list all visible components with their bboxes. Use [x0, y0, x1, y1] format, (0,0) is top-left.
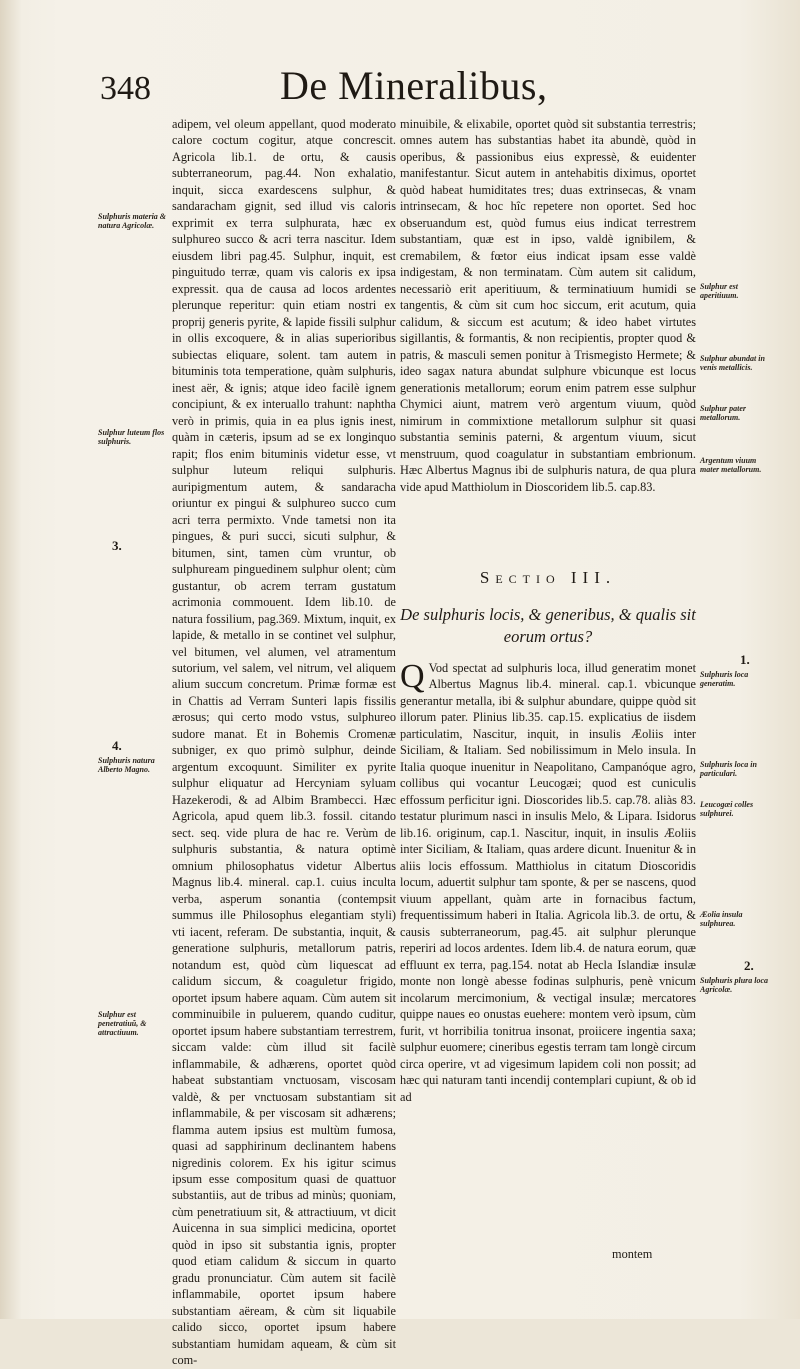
- margin-note-right-4: Argentum viuum mater metallorum.: [700, 456, 762, 475]
- right-column-text-bottom: Vod spectat ad sulphuris loca, illud generatim monet Albertus Magnus lib.4. mineral. cap.1. vbicunque generantur metalla, ibi & sulphur abundare, quippe quòd sit illorum pater. Plinius lib.35. cap.15. explicatius de iisdem particulatim, Nascitur, inquit, in insulis Æoliis inter Siciliam, & Italiam. Sed nobilissimum in Melo insula. In Italia quoque inuenitur in Neapolitano, Campanóque agro, collibus qui vocantur Leucogæi; quod est cuniculis effossum perficitur igni. Dioscorides lib.5. cap.78. aliàs 83. testatur plurimum nasci in insulis Melo, & Lipara. Isidorus lib.16. originum, cap.1. Nascitur, inquit, in insulis Æoliis inter Siciliam, & Italiam, quas ardere dicunt. Inuenitur & in aliis locis effossum. Matthiolus in citatum Dioscoridis locum, aduertit sulphur tam sponte, & per se nascens, quod viuum appellant, quàm arte in fornacibus factum, frequentissimum haberi in Italia. Agricola lib.3. de ortu, & causis subterraneorum, pag.45. ait sulphur plerunque reperiri ad locos ardentes. Idem lib.4. de natura eorum, quæ effluunt ex terra, pag.154. notat ab Hecla Islandiæ insulæ monte non longè abesse fodinas sulphuris, penè vnicum incolarum mercimonium, & vectigal insulæ; mercatores quippe naues eo onustas euehere: montem verò ipsum, cùm furit, vt horribilia tonitrua insonat, proiicere ingentia saxa; sulphur euomere; cineribus egestis terram tam longè circum circa operire, vt ad vigesimum lapidem coli non possit; ad hæc qui naturam tanti incendij contemplari cupiunt, & ob id ad: [400, 661, 696, 1104]
- section-subheading: De sulphuris locis, & generibus, & qualis sit eorum ortus?: [400, 605, 696, 646]
- margin-note-right-11: Sulphuris plura loca Agricolæ.: [700, 976, 769, 995]
- margin-note-right-6: Sulphuris loca generatim.: [700, 670, 749, 689]
- margin-note-right-3: Sulphur pater metallorum.: [700, 404, 747, 423]
- margin-note-right-9: Æolia insula sulphurea.: [700, 910, 743, 929]
- margin-number-right-1: 1.: [740, 652, 750, 667]
- drop-cap: Q: [400, 658, 425, 695]
- page-header: [100, 62, 740, 118]
- margin-note-right-1: Sulphur est aperitiuum.: [700, 282, 739, 301]
- left-column-text: adipem, vel oleum appellant, quod moderato calore coctum cogitur, atque concrescit. Agricola lib.1. de ortu, & causis subterraneorum, pag.44. Non exhalatio, inquit, sicca exardescens sulphur, & sandaracham gignit, sed illud vis caloris exprimit ex terra sulphurata, hæc ex sulphureo succo & acri terra nascitur. Idem eiusdem libri pag.45. Sulphur, inquit, est pinguitudo terræ, quam vis caloris ex ipsa expressit. qua de causa ad locos ardentes plerunque reperitur: quin etiam nostri ex proprij generis pyrite, & lapide fissili sulphur in ollis excoquere, & in alias superioribus subiectas eliquare, solent. tam autem in bituminis tota temperatione, quàm sulphuris, inest aër, & ignis; atque ideo facilè ignem concipiunt, & ex interuallo trahunt: naphtha verò in primis, quia in ea plus ignis inest, quàm in cæteris, ipsum ad se ex longinquo rapit; flos enim bituminis videtur esse, vt sulphur luteum reliqui sulphuris. auripigmentum autem, & sandaracha oriuntur ex pingui & sulphureo succo cum acri terra permixto. Vnde tametsi non ita pingues, & puri succi, sicuti sulphur, & bitumen, sint, tamen cùm vruntur, ob sulphuream pinguedinem sulphur olent; cùm gustantur, ob acrem terram gustatum acrimonia commouent. Idem lib.10. de natura fossilium, pag.369. Mixtum, inquit, ex lapide, & metallo in se continet vel sulphur, vel bitumen, vel alumen, vel atramentum sutorium, vel salem, vel nitrum, vel aliquem alium succum concretum. Primæ formæ est in Chattis ad Verram Sunteri lapis fissilis ærosus; qui certo modo vstus, sulphureo sudore manat. Et in Bohemis Cromenæ subniger, ex quo primò sulphur, deinde argentum excoquunt. Similiter ex pyrite sulphur eliquatur ad Hercyniam syluam Hazekerodi, & ad Albim Brambecci. Hæc Agricola, apud quem lib.3. fossil. citando sect. seq. vide plura de hac re. Verùm de sulphuris substantia, & natura optimè omnium philosophatus videtur Albertus Magnus lib.4. mineral. cap.1. cuius inculta verba, asperum sonantia (contempsit summus ille Philosophus elegantiam styli) vti iacent, referam. De substantia, inquit, & generatione sulphuris, metallorum patris, notandum est, quòd cùm liquescat ad calidum siccum, & coaguletur frigido, oportet ipsum habere aquam. Cùm autem sit comminuibile in puluerem, quando cuditur, oportet ipsum habere substantiam terrestrem, siccam valde: cùm illud sit facilè inflammabile, & adhærens, oportet quòd habeat substantiam vnctuosam, viscosam valdè, & per vnctuosam substantiam sit inflammabile, & per viscosam sit adhærens; flamma autem ipsius est multùm fumosa, quasi ad sapphirinum declinantem habens nigredinis colorem. Ex his igitur scimus ipsum esse compositum quasi de quattuor substantiis, aut de tribus ad minùs; quoniam, cùm penetratiuum sit, & attractiuum, vt dicit Auicenna in sua simplici medicina, oportet quòd in ipso sit substantia ignis, propter quod etiam calidum & siccum in quarto gradu pronunciatur. Cùm autem sit facilè inflammabile, oportet ipsum habere substantiam aëream, & cùm sit liquabile calido sicco, oportet ipsum habere substantiam humidam aqueam, & cùm sit com-: [172, 117, 396, 1368]
- margin-note-right-7: Sulphuris loca in particulari.: [700, 760, 757, 779]
- margin-note-left-2: Sulphur luteum flos sulphuris.: [98, 428, 165, 447]
- margin-note-right-2: Sulphur abundat in venis metallicis.: [700, 354, 765, 373]
- margin-note-left-6: Sulphur est penetratiuũ, & attractiuum.: [98, 1010, 147, 1038]
- page-number: 348: [100, 70, 151, 107]
- margin-note-left-5: Sulphuris natura Alberto Magno.: [98, 756, 155, 775]
- running-title: De Mineralibus,: [280, 63, 548, 108]
- left-column: [172, 116, 396, 1369]
- margin-number-left-4: 4.: [112, 738, 122, 753]
- margin-number-left-3: 3.: [112, 538, 122, 553]
- margin-note-right-8: Leucogæi colles sulphurei.: [700, 800, 754, 819]
- margin-number-right-2: 2.: [744, 958, 754, 973]
- right-column: [400, 116, 696, 495]
- catchword: montem: [612, 1247, 653, 1261]
- section-heading: Sectio III.: [479, 568, 617, 587]
- right-column-lower: [400, 660, 696, 1105]
- margin-note-left-1: Sulphuris materia & natura Agricolæ.: [98, 212, 167, 231]
- right-column-text-top: minuibile, & elixabile, oportet quòd sit substantia terrestris; omnes autem has substantias habet ita abundè, quòd in operibus, & passionibus eius expressè, & euidenter manifestantur. Sicut autem in antehabitis diximus, oportet quòd habeat humiditates tres; duas extrinsecas, & vnam intrinsecam, & hoc hîc repetere non oportet. Sed hoc obseruandum est, quòd fumus eius indicat terrestrem substantiam, quæ est in ipso, valdè ignibilem, & cremabilem, & fœtor eius indicat ipsam esse valdè indigestam, & non terminatam. Cùm autem sit calidum, necessariò erit aperitiuum, & terminatiuum humidi se tangentis, & cùm sit cum hoc siccum, erit acutum, quia calidum, & siccum est acutum; & ideo habet virtutes sigillantis, & formantis, & non recipientis, propter quod & patris, & masculi semen ponitur à Trismegisto Hermete; & ideo sagax natura abundat sulphure vbicunque est locus generationis metallorum; eorum enim patrem esse sulphur Chymici aiunt, matrem verò argentum viuum, quòd nimirum in commixtione metallorum sulphur sit quasi substantia seminis paterni, & argentum viuum, sicut menstruum, quod coagulatur in substantiam embrionum. Hæc Albertus Magnus ibi de sulphuris natura, de qua plura vide apud Matthiolum in Dioscoridem lib.5. cap.83.: [400, 117, 696, 494]
